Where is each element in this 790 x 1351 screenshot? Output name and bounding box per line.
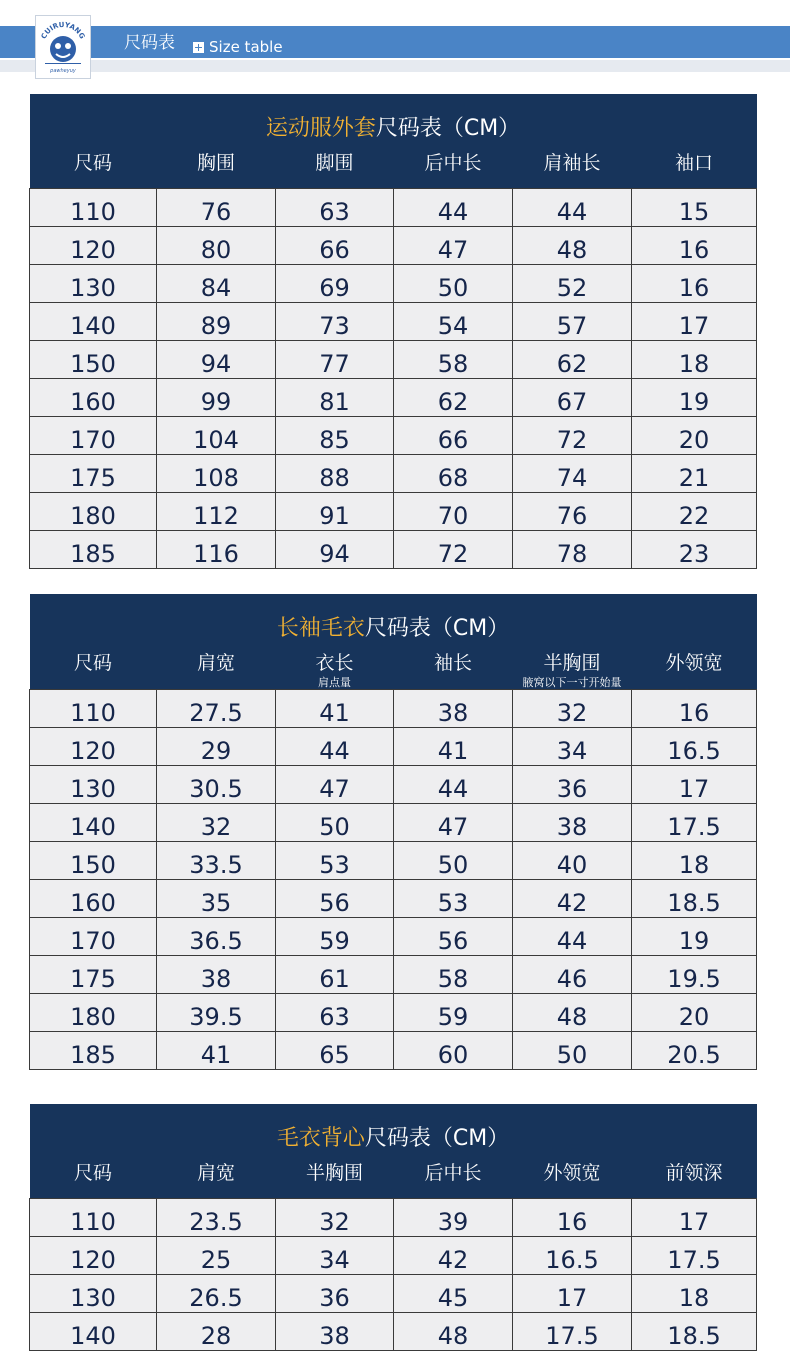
column-note: 腋窝以下一寸开始量	[522, 676, 622, 689]
column-header: 半胸围 腋窝以下一寸开始量	[513, 644, 632, 690]
table-cell: 16.5	[513, 1237, 632, 1275]
table-cell: 20	[632, 994, 757, 1032]
table-cell: 61	[276, 956, 394, 994]
table-cell: 89	[157, 303, 276, 341]
table-cell: 26.5	[157, 1275, 276, 1313]
table-cell: 18	[632, 341, 757, 379]
table-cell: 120	[30, 728, 157, 766]
table-cell: 16	[632, 227, 757, 265]
table-cell: 116	[157, 531, 276, 569]
table-cell: 32	[157, 804, 276, 842]
table-cell: 16	[632, 265, 757, 303]
table-title: 毛衣背心尺码表（CM）	[30, 1104, 757, 1154]
table-cell: 150	[30, 842, 157, 880]
column-header: 肩袖长	[513, 144, 632, 189]
column-note: 肩点量	[318, 676, 351, 689]
table-cell: 84	[157, 265, 276, 303]
table-cell: 38	[394, 690, 513, 728]
table-cell: 17.5	[632, 804, 757, 842]
table-cell: 63	[276, 189, 394, 227]
table-cell: 130	[30, 265, 157, 303]
table-row	[30, 493, 757, 531]
table-cell: 140	[30, 303, 157, 341]
table-row	[30, 1032, 757, 1070]
table-cell: 76	[513, 493, 632, 531]
table-cell: 77	[276, 341, 394, 379]
table-cell: 50	[394, 842, 513, 880]
column-header: 尺码	[30, 1154, 157, 1199]
table-cell: 17.5	[632, 1237, 757, 1275]
table-cell: 88	[276, 455, 394, 493]
table-row	[30, 1313, 757, 1351]
table-row	[30, 690, 757, 728]
table-cell: 44	[513, 918, 632, 956]
table-cell: 41	[157, 1032, 276, 1070]
table-row	[30, 265, 757, 303]
table-cell: 45	[394, 1275, 513, 1313]
table-cell: 32	[276, 1199, 394, 1237]
column-header: 肩宽	[157, 1154, 276, 1199]
logo-subtext: pawheyuy	[50, 68, 76, 74]
brand-logo	[35, 15, 91, 79]
table-cell: 80	[157, 227, 276, 265]
table-cell: 66	[276, 227, 394, 265]
table-title: 运动服外套尺码表（CM）	[30, 94, 757, 144]
column-header: 外领宽	[632, 644, 757, 690]
table-row	[30, 804, 757, 842]
column-header: 半胸围	[276, 1154, 394, 1199]
table-cell: 76	[157, 189, 276, 227]
plus-icon	[193, 42, 204, 53]
table-cell: 50	[513, 1032, 632, 1070]
table-cell: 104	[157, 417, 276, 455]
table-body	[30, 690, 757, 1070]
table-cell: 23	[632, 531, 757, 569]
table-row	[30, 918, 757, 956]
page-title: 尺码表	[124, 33, 175, 53]
table-cell: 33.5	[157, 842, 276, 880]
table-cell: 22	[632, 493, 757, 531]
table-cell: 73	[276, 303, 394, 341]
table-cell: 41	[394, 728, 513, 766]
table-cell: 99	[157, 379, 276, 417]
table-cell: 38	[276, 1313, 394, 1351]
table-cell: 17	[632, 1199, 757, 1237]
table-cell: 140	[30, 804, 157, 842]
table-cell: 19.5	[632, 956, 757, 994]
table-cell: 36.5	[157, 918, 276, 956]
column-header: 前领深	[632, 1154, 757, 1199]
table-cell: 18	[632, 1275, 757, 1313]
table-cell: 17	[632, 766, 757, 804]
column-header: 后中长	[394, 1154, 513, 1199]
table-row	[30, 880, 757, 918]
table-cell: 81	[276, 379, 394, 417]
table-cell: 50	[394, 265, 513, 303]
table-cell: 69	[276, 265, 394, 303]
table-row	[30, 341, 757, 379]
table-cell: 58	[394, 341, 513, 379]
table-cell: 185	[30, 531, 157, 569]
size-table-vest	[29, 1104, 757, 1351]
table-cell: 44	[513, 189, 632, 227]
logo-text: CUIRUYANG	[39, 20, 87, 41]
column-header: 尺码	[30, 144, 157, 189]
table-cell: 35	[157, 880, 276, 918]
table-cell: 185	[30, 1032, 157, 1070]
page-subtitle	[193, 37, 283, 57]
table-cell: 72	[394, 531, 513, 569]
header-divider	[0, 60, 790, 72]
table-cell: 38	[157, 956, 276, 994]
table-cell: 34	[276, 1237, 394, 1275]
table-row	[30, 417, 757, 455]
table-cell: 53	[276, 842, 394, 880]
table-cell: 42	[394, 1237, 513, 1275]
table-cell: 44	[394, 189, 513, 227]
table-cell: 112	[157, 493, 276, 531]
table-cell: 56	[276, 880, 394, 918]
table-cell: 160	[30, 379, 157, 417]
column-header: 脚围	[276, 144, 394, 189]
table-cell: 110	[30, 189, 157, 227]
table-cell: 16	[632, 690, 757, 728]
table-row	[30, 1275, 757, 1313]
table-cell: 52	[513, 265, 632, 303]
column-header: 袖长	[394, 644, 513, 690]
table-cell: 46	[513, 956, 632, 994]
table-cell: 17	[513, 1275, 632, 1313]
column-header: 后中长	[394, 144, 513, 189]
table-cell: 48	[513, 994, 632, 1032]
table-row	[30, 766, 757, 804]
table-cell: 18.5	[632, 1313, 757, 1351]
table-cell: 66	[394, 417, 513, 455]
table-row	[30, 189, 757, 227]
table-cell: 19	[632, 918, 757, 956]
table-cell: 180	[30, 994, 157, 1032]
table-cell: 110	[30, 1199, 157, 1237]
table-cell: 91	[276, 493, 394, 531]
table-cell: 27.5	[157, 690, 276, 728]
page-subtitle-text: Size table	[209, 38, 283, 56]
table-row	[30, 1237, 757, 1275]
table-cell: 53	[394, 880, 513, 918]
size-table-jacket	[29, 94, 757, 569]
table-cell: 74	[513, 455, 632, 493]
table-cell: 20	[632, 417, 757, 455]
table-body	[30, 1199, 757, 1351]
table-cell: 60	[394, 1032, 513, 1070]
table-title: 长袖毛衣尺码表（CM）	[30, 594, 757, 644]
table-row	[30, 956, 757, 994]
table-cell: 16.5	[632, 728, 757, 766]
table-body	[30, 189, 757, 569]
table-row	[30, 531, 757, 569]
table-cell: 38	[513, 804, 632, 842]
table-cell: 57	[513, 303, 632, 341]
table-cell: 32	[513, 690, 632, 728]
table-cell: 50	[276, 804, 394, 842]
table-row	[30, 303, 757, 341]
table-cell: 130	[30, 1275, 157, 1313]
table-cell: 44	[394, 766, 513, 804]
table-cell: 17.5	[513, 1313, 632, 1351]
table-cell: 20.5	[632, 1032, 757, 1070]
table-cell: 67	[513, 379, 632, 417]
table-cell: 110	[30, 690, 157, 728]
table-cell: 30.5	[157, 766, 276, 804]
table-cell: 47	[276, 766, 394, 804]
table-cell: 39	[394, 1199, 513, 1237]
table-cell: 25	[157, 1237, 276, 1275]
table-cell: 68	[394, 455, 513, 493]
table-row	[30, 728, 757, 766]
table-cell: 44	[276, 728, 394, 766]
table-row	[30, 842, 757, 880]
table-cell: 40	[513, 842, 632, 880]
table-cell: 63	[276, 994, 394, 1032]
table-cell: 94	[157, 341, 276, 379]
table-cell: 42	[513, 880, 632, 918]
table-cell: 59	[276, 918, 394, 956]
table-cell: 108	[157, 455, 276, 493]
table-cell: 120	[30, 227, 157, 265]
column-header: 肩宽	[157, 644, 276, 690]
table-cell: 41	[276, 690, 394, 728]
table-cell: 120	[30, 1237, 157, 1275]
table-cell: 18.5	[632, 880, 757, 918]
table-row	[30, 994, 757, 1032]
table-cell: 17	[632, 303, 757, 341]
table-cell: 78	[513, 531, 632, 569]
table-cell: 130	[30, 766, 157, 804]
table-cell: 65	[276, 1032, 394, 1070]
table-cell: 48	[394, 1313, 513, 1351]
table-cell: 39.5	[157, 994, 276, 1032]
table-cell: 62	[513, 341, 632, 379]
table-cell: 94	[276, 531, 394, 569]
table-cell: 15	[632, 189, 757, 227]
table-cell: 48	[513, 227, 632, 265]
table-cell: 72	[513, 417, 632, 455]
table-cell: 34	[513, 728, 632, 766]
table-cell: 62	[394, 379, 513, 417]
table-cell: 47	[394, 227, 513, 265]
column-header: 尺码	[30, 644, 157, 690]
table-cell: 175	[30, 956, 157, 994]
table-row	[30, 227, 757, 265]
column-header: 外领宽	[513, 1154, 632, 1199]
column-header: 胸围	[157, 144, 276, 189]
column-header: 衣长 肩点量	[276, 644, 394, 690]
table-cell: 54	[394, 303, 513, 341]
table-cell: 170	[30, 417, 157, 455]
table-cell: 150	[30, 341, 157, 379]
table-cell: 175	[30, 455, 157, 493]
table-cell: 21	[632, 455, 757, 493]
table-cell: 19	[632, 379, 757, 417]
table-cell: 36	[513, 766, 632, 804]
size-table-sweater	[29, 594, 757, 1070]
table-cell: 85	[276, 417, 394, 455]
table-cell: 170	[30, 918, 157, 956]
table-cell: 18	[632, 842, 757, 880]
table-cell: 23.5	[157, 1199, 276, 1237]
column-header: 袖口	[632, 144, 757, 189]
table-cell: 70	[394, 493, 513, 531]
table-cell: 29	[157, 728, 276, 766]
table-row	[30, 379, 757, 417]
table-row	[30, 455, 757, 493]
table-cell: 58	[394, 956, 513, 994]
table-cell: 140	[30, 1313, 157, 1351]
table-cell: 180	[30, 493, 157, 531]
header-banner	[0, 26, 790, 58]
table-cell: 36	[276, 1275, 394, 1313]
table-row	[30, 1199, 757, 1237]
table-cell: 16	[513, 1199, 632, 1237]
table-cell: 56	[394, 918, 513, 956]
table-cell: 28	[157, 1313, 276, 1351]
table-cell: 160	[30, 880, 157, 918]
table-cell: 59	[394, 994, 513, 1032]
table-cell: 47	[394, 804, 513, 842]
